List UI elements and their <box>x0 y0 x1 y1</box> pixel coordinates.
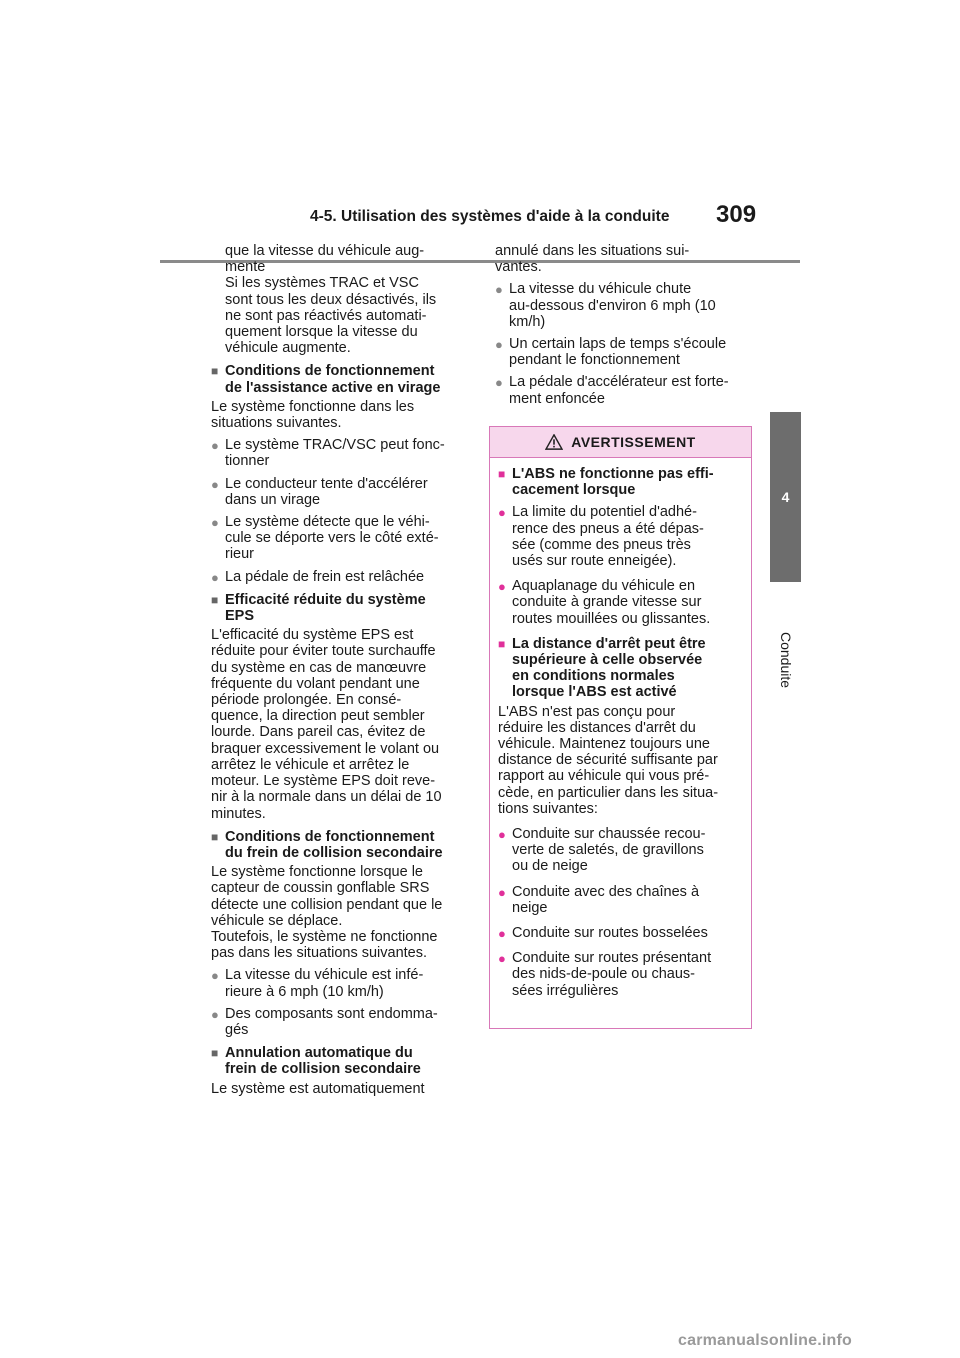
list-item: ● Conduite sur routes présentant des nids-de-poule ou chaus- sées irrégulières <box>498 950 712 999</box>
circle-bullet-icon: ● <box>495 375 503 391</box>
circle-bullet-icon: ● <box>211 1006 219 1022</box>
circle-bullet-icon: ● <box>498 827 506 843</box>
list-item: ● La vitesse du véhicule est infé- rieure à 6 mph (10 km/h) <box>211 967 424 1000</box>
list-item: ● Conduite sur chaussée recou- verte de saletés, de gravillons ou de neige <box>498 826 706 875</box>
list-item: ● La pédale de frein est relâchée <box>211 568 425 585</box>
circle-bullet-icon: ● <box>211 515 219 531</box>
warning-text: L'ABS n'est pas conçu pour réduire les distances d'arrêt du véhicule. Maintenez toujours une distance de sécurité suffisante par rapport au véhicule qui vous pré- cède, en particulier dans les situa- tions suivantes: <box>498 703 719 817</box>
list-item: ● Le conducteur tente d'accélérer dans un virage <box>211 475 428 508</box>
circle-bullet-icon: ● <box>498 579 506 595</box>
warning-heading: AVERTISSEMENT <box>571 434 696 450</box>
header-title: 4-5. Utilisation des systèmes d'aide à la conduite <box>310 208 670 225</box>
square-bullet-icon: ■ <box>498 636 506 651</box>
section-heading-secondary-collision: ■ Conditions de fonctionnement du frein de collision secondaire <box>211 828 443 861</box>
section-text: Le système fonctionne dans les situations suivantes. <box>211 398 415 432</box>
list-item: ● Conduite avec des chaînes à neige <box>498 883 700 916</box>
list-item: ● Des composants sont endomma- gés <box>211 1005 438 1038</box>
circle-bullet-icon: ● <box>211 476 219 492</box>
circle-bullet-icon: ● <box>498 926 506 942</box>
list-item: ● Le système détecte que le véhi- cule se déporte vers le côté exté- rieur <box>211 514 439 563</box>
square-bullet-icon: ■ <box>498 467 506 481</box>
section-heading-auto-cancel: ■ Annulation automatique du frein de collision secondaire <box>211 1045 421 1078</box>
warning-header <box>490 427 751 458</box>
section-heading-active-cornering: ■ Conditions de fonctionnement de l'assistance active en virage <box>211 363 441 396</box>
list-item: ● La pédale d'accélérateur est forte- ment enfoncée <box>495 374 729 407</box>
list-item: ● Conduite sur routes bosselées <box>498 925 708 942</box>
warning-triangle-icon <box>545 434 563 450</box>
circle-bullet-icon: ● <box>498 884 506 900</box>
list-item: ● Un certain laps de temps s'écoule pendant le fonctionnement <box>495 336 727 369</box>
warning-subheading-stopping-distance: ■ La distance d'arrêt peut être supérieure à celle observée en conditions normales lorsque l'ABS est activé <box>498 635 706 701</box>
right-column <box>495 243 757 407</box>
circle-bullet-icon: ● <box>211 569 219 585</box>
circle-bullet-icon: ● <box>495 337 503 353</box>
section-text: Le système est automatiquement <box>211 1080 425 1097</box>
chapter-tab[interactable] <box>770 412 801 582</box>
warning-body <box>490 458 751 999</box>
square-bullet-icon: ■ <box>211 364 219 379</box>
circle-bullet-icon: ● <box>495 282 503 298</box>
list-item: ● La vitesse du véhicule chute au-dessous d'environ 6 mph (10 km/h) <box>495 281 716 330</box>
left-column <box>211 243 473 1097</box>
watermark: carmanualsonline.info <box>678 1332 853 1349</box>
circle-bullet-icon: ● <box>498 951 506 967</box>
list-item: ● Le système TRAC/VSC peut fonc- tionner <box>211 437 445 470</box>
circle-bullet-icon: ● <box>498 505 506 521</box>
section-heading-eps: ■ Efficacité réduite du système EPS <box>211 591 426 625</box>
chapter-number: 4 <box>781 489 790 505</box>
square-bullet-icon: ■ <box>211 1046 219 1061</box>
circle-bullet-icon: ● <box>211 968 219 984</box>
square-bullet-icon: ■ <box>211 829 219 844</box>
square-bullet-icon: ■ <box>211 592 219 607</box>
list-item: ● Aquaplanage du véhicule en conduite à grande vitesse sur routes mouillées ou glissantes. <box>498 578 711 627</box>
circle-bullet-icon: ● <box>211 438 219 454</box>
warning-box <box>489 426 752 1029</box>
chapter-label: Conduite <box>778 631 795 689</box>
intro-paragraph: que la vitesse du véhicule aug- mente Si les systèmes TRAC et VSC sont tous les deux désactivés, ils ne sont pas réactivés automati- quement lorsque la vitesse du véhicule augmente. <box>225 243 437 357</box>
warning-subheading-abs: ■ L'ABS ne fonctionne pas effi- cacement lorsque <box>498 466 714 499</box>
section-text: Le système fonctionne lorsque le capteur de coussin gonflable SRS détecte une collision pendant que le véhicule se déplace. Toutefois, le système ne fonctionne pas dans les situations suivantes. <box>211 864 443 962</box>
section-text: L'efficacité du système EPS est réduite pour éviter toute surchauffe du système en cas de manœuvre fréquente du volant pendant une période prolongée. En consé- quence, la direction peut sembler lourde. Dans pareil cas, évitez de braquer excessivement le volant ou arrêtez le véhicule et arrêtez le moteur. Le système EPS doit reve- nir à la normale dans un délai de 10 minutes. <box>211 627 442 822</box>
list-item: ● La limite du potentiel d'adhé- rence des pneus a été dépas- sée (comme des pneus très usés sur route enneigée). <box>498 504 704 570</box>
continued-paragraph: annulé dans les situations sui- vantes. <box>495 243 690 276</box>
page-number: 309 <box>716 201 757 228</box>
